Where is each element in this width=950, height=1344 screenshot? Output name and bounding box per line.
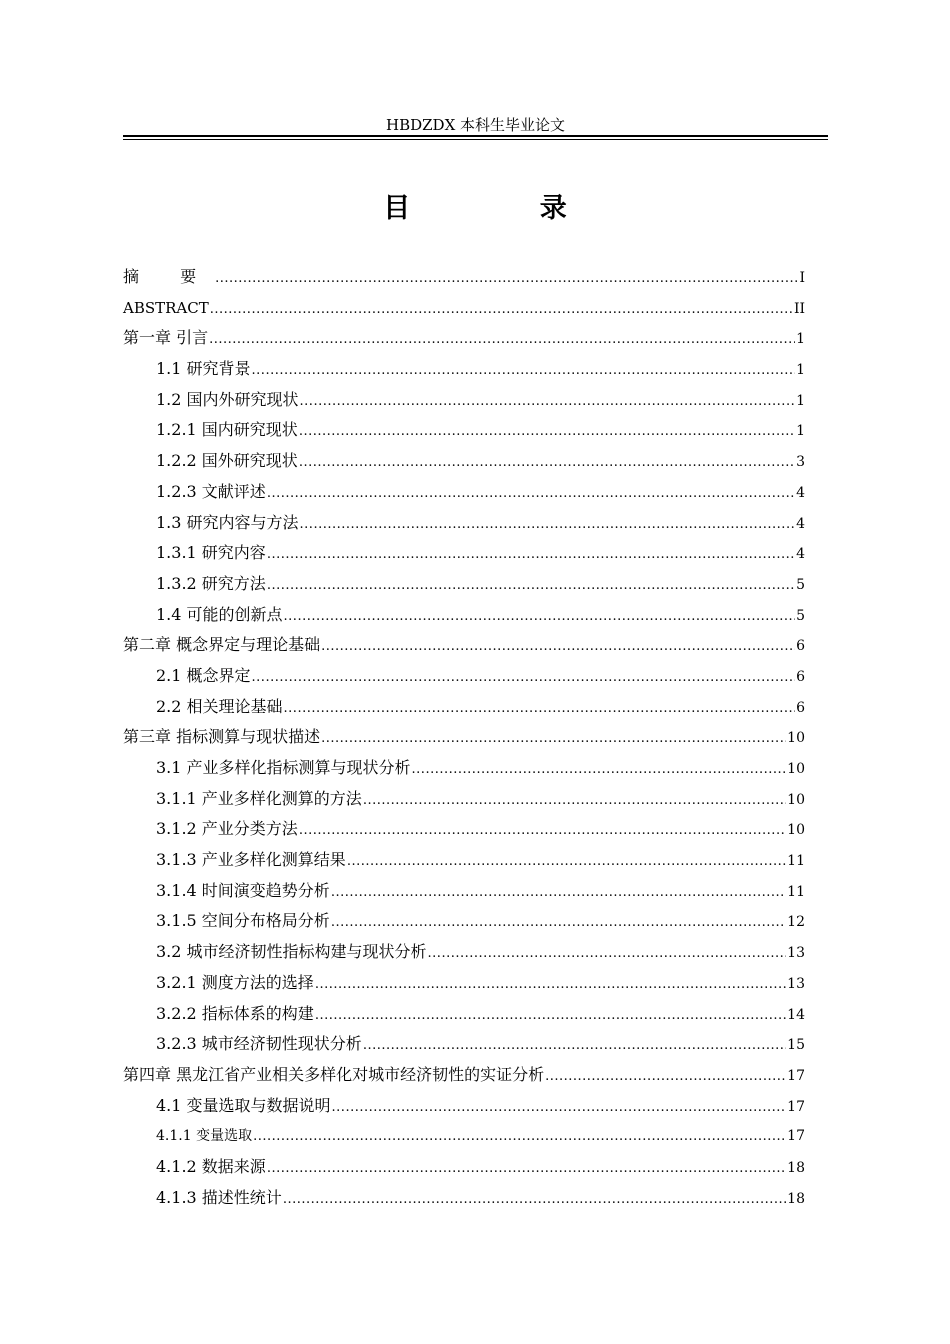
toc-entry-label: 3.1.1 产业多样化测算的方法 [156, 788, 362, 808]
toc-entry[interactable] [123, 845, 805, 876]
toc-leader [321, 724, 786, 755]
toc-entry-page: I [799, 270, 805, 286]
toc-entry-page: 6 [796, 699, 805, 716]
toc-entry-page: 6 [796, 638, 805, 655]
toc-title: 目 录 [383, 193, 627, 224]
toc-entry[interactable] [123, 600, 805, 631]
header-rule-thick [123, 135, 828, 137]
toc-entry-page: 10 [787, 822, 805, 839]
toc-leader [253, 1122, 786, 1153]
toc-entry[interactable] [123, 722, 805, 753]
toc-leader [210, 295, 793, 326]
toc-entry[interactable] [123, 569, 805, 600]
toc-leader [412, 755, 787, 786]
header-rule-thin [123, 139, 828, 140]
toc-leader [321, 632, 795, 663]
toc-leader [252, 663, 796, 694]
toc-entry-page: 4 [796, 546, 805, 563]
toc-entry-label: ABSTRACT [123, 298, 209, 317]
toc-entry-page: 10 [787, 730, 805, 747]
toc-entry[interactable] [123, 1121, 805, 1152]
toc-leader [331, 908, 786, 939]
toc-leader [332, 1093, 787, 1124]
toc-entry-label: 第一章 引言 [123, 328, 209, 348]
toc-entry[interactable] [123, 999, 805, 1030]
toc-entry-label: 1.4 可能的创新点 [156, 604, 283, 624]
toc-entry-label: 1.2.2 国外研究现状 [156, 451, 298, 471]
toc-entry[interactable] [123, 446, 805, 477]
toc-entry[interactable] [123, 262, 805, 293]
toc-entry-label: 1.1 研究背景 [156, 359, 251, 379]
toc-leader [252, 356, 796, 387]
toc-leader [267, 479, 795, 510]
toc-entry-page: 13 [787, 975, 805, 992]
toc-entry-label: 3.1.2 产业分类方法 [156, 819, 298, 839]
toc-entry-label: 4.1.3 描述性统计 [156, 1187, 282, 1207]
toc-entry[interactable] [123, 906, 805, 937]
toc-entry-label: 3.1 产业多样化指标测算与现状分析 [156, 758, 411, 777]
toc-entry-label: 2.2 相关理论基础 [156, 696, 283, 716]
toc-leader [284, 602, 796, 633]
toc-leader [363, 786, 786, 817]
toc-entry[interactable] [123, 876, 805, 907]
toc-entry[interactable] [123, 753, 805, 784]
toc-entry-page: 1 [796, 362, 805, 379]
toc-entry[interactable] [123, 814, 805, 845]
toc-entry-page: 4 [796, 484, 805, 501]
toc-entry-label: 2.1 概念界定 [156, 665, 251, 685]
toc-entry-page: 11 [787, 883, 805, 900]
toc-entry-page: 17 [787, 1128, 805, 1145]
toc-entry-page: 13 [787, 945, 805, 962]
toc-leader [300, 510, 796, 541]
toc-leader [545, 1062, 786, 1093]
toc-leader [315, 1001, 786, 1032]
toc-entry-page: 18 [787, 1190, 805, 1207]
toc-entry-page: 1 [796, 392, 805, 409]
toc-entry[interactable] [123, 415, 805, 446]
toc-entry[interactable] [123, 477, 805, 508]
toc-entry-label: 3.2 城市经济韧性指标构建与现状分析 [156, 942, 427, 962]
page-header: HBDZDX 本科生毕业论文 [385, 116, 566, 134]
toc-entry-page: 17 [787, 1067, 805, 1084]
toc-entry-label: 第三章 指标测算与现状描述 [123, 727, 321, 747]
table-of-contents [123, 262, 805, 1213]
toc-entry[interactable] [123, 508, 805, 539]
toc-leader [299, 417, 795, 448]
toc-leader [299, 816, 786, 847]
toc-entry-label: 4.1.1 变量选取 [156, 1128, 253, 1145]
toc-entry[interactable] [123, 968, 805, 999]
toc-entry-page: 14 [787, 1006, 805, 1023]
toc-entry-label: 3.2.1 测度方法的选择 [156, 972, 314, 992]
toc-entry-label: 1.3.1 研究内容 [156, 543, 266, 563]
toc-entry[interactable] [123, 538, 805, 569]
toc-leader [331, 878, 786, 909]
toc-leader [347, 847, 786, 878]
toc-leader [363, 1031, 786, 1062]
toc-entry-page: 3 [796, 454, 805, 471]
toc-entry[interactable] [123, 661, 805, 692]
toc-entry-page: 11 [787, 853, 805, 870]
toc-entry[interactable] [123, 385, 805, 416]
toc-entry-page: 4 [796, 515, 805, 532]
toc-entry[interactable] [123, 1091, 805, 1122]
toc-entry-page: 1 [796, 423, 805, 440]
toc-entry[interactable] [123, 1029, 805, 1060]
toc-leader [284, 694, 796, 725]
toc-entry-label: 1.2.1 国内研究现状 [156, 420, 298, 440]
toc-entry-label: 第四章 黑龙江省产业相关多样化对城市经济韧性的实证分析 [123, 1064, 545, 1084]
toc-entry-label: 4.1 变量选取与数据说明 [156, 1095, 331, 1115]
toc-entry[interactable] [123, 323, 805, 354]
toc-entry-page: 12 [787, 914, 805, 931]
toc-entry-label: 3.1.5 空间分布格局分析 [156, 911, 330, 931]
toc-entry[interactable] [123, 354, 805, 385]
toc-entry-page: 15 [787, 1037, 805, 1054]
toc-leader [315, 970, 786, 1001]
toc-entry-label: 3.1.3 产业多样化测算结果 [156, 850, 346, 870]
toc-entry-label: 3.1.4 时间演变趋势分析 [156, 880, 330, 900]
toc-leader [267, 1154, 786, 1185]
toc-entry-page: 5 [796, 607, 805, 624]
toc-entry-page: 17 [787, 1098, 805, 1115]
toc-entry-label: 1.3 研究内容与方法 [156, 512, 299, 532]
toc-entry[interactable] [123, 937, 805, 968]
toc-entry-label: 摘 要 [123, 267, 215, 286]
toc-leader [300, 387, 796, 418]
toc-entry-label: 1.2.3 文献评述 [156, 481, 266, 501]
toc-entry[interactable] [123, 293, 805, 324]
toc-entry-label: 第二章 概念界定与理论基础 [123, 635, 321, 655]
toc-entry-page: 6 [796, 668, 805, 685]
toc-entry-label: 4.1.2 数据来源 [156, 1156, 266, 1176]
toc-entry[interactable] [123, 692, 805, 723]
toc-leader [215, 264, 798, 295]
toc-entry-page: 1 [796, 331, 805, 348]
toc-leader [428, 939, 787, 970]
toc-entry[interactable] [123, 1060, 805, 1091]
toc-entry-page: 10 [787, 761, 805, 777]
toc-entry-label: 1.3.2 研究方法 [156, 573, 266, 593]
toc-entry[interactable] [123, 784, 805, 815]
toc-entry-page: 18 [787, 1159, 805, 1176]
toc-entry[interactable] [123, 1183, 805, 1214]
toc-entry[interactable] [123, 630, 805, 661]
toc-leader [299, 448, 795, 479]
toc-entry-page: 5 [796, 576, 805, 593]
toc-entry[interactable] [123, 1152, 805, 1183]
toc-leader [209, 325, 795, 356]
toc-entry-label: 1.2 国内外研究现状 [156, 389, 299, 409]
toc-entry-label: 3.2.3 城市经济韧性现状分析 [156, 1034, 362, 1054]
toc-leader [267, 571, 795, 602]
toc-leader [267, 540, 795, 571]
toc-entry-page: 10 [787, 791, 805, 808]
toc-entry-label: 3.2.2 指标体系的构建 [156, 1003, 314, 1023]
toc-entry-page: II [793, 300, 805, 317]
toc-leader [283, 1185, 786, 1216]
